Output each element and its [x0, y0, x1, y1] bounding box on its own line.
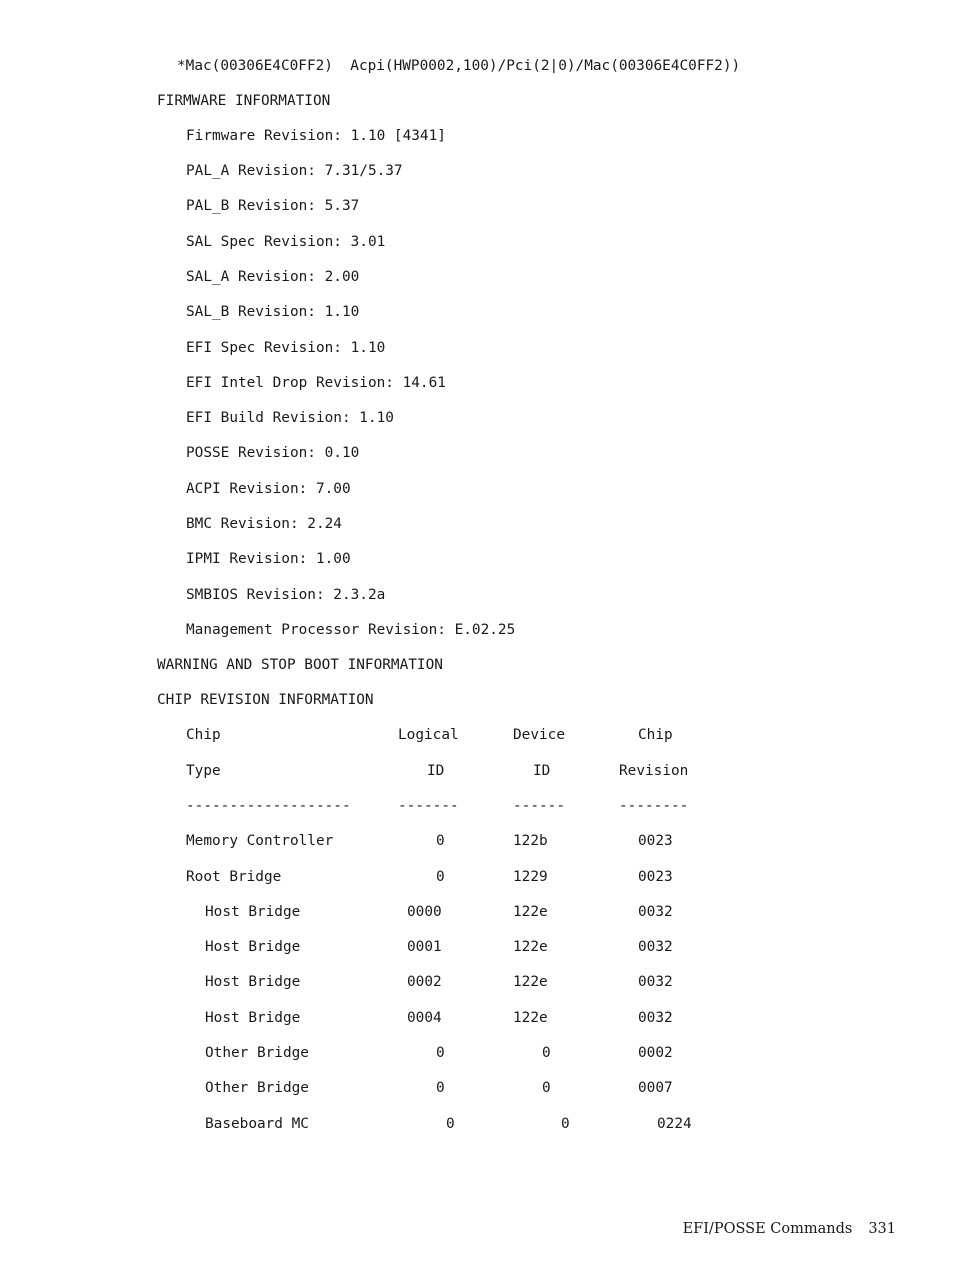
logical-id: 0: [436, 1045, 445, 1061]
logical-id: 0001: [407, 939, 442, 955]
table-row: [0, 1043, 954, 1063]
firmware-item: Management Processor Revision: E.02.25: [186, 622, 516, 638]
firmware-item: SMBIOS Revision: 2.3.2a: [186, 587, 386, 603]
firmware-item: IPMI Revision: 1.00: [186, 551, 351, 567]
firmware-item: EFI Intel Drop Revision: 14.61: [186, 375, 446, 391]
table-row: [0, 1078, 954, 1098]
device-id: 0: [542, 1045, 551, 1061]
chip-type: Host Bridge: [205, 1010, 301, 1026]
header-chip: Chip: [186, 727, 221, 743]
table-row: [0, 902, 954, 922]
page-footer: [683, 1221, 896, 1237]
device-id: 122e: [513, 939, 548, 955]
firmware-heading: FIRMWARE INFORMATION: [157, 93, 331, 109]
chip-table-separator: [0, 796, 954, 816]
header-chip-rev: Chip: [638, 727, 673, 743]
warning-heading: WARNING AND STOP BOOT INFORMATION: [157, 657, 443, 673]
header-revision: Revision: [619, 763, 689, 779]
device-id: 122e: [513, 974, 548, 990]
separator-revision: --------: [619, 798, 689, 814]
chip-revision: 0032: [638, 939, 673, 955]
chip-revision: 0224: [657, 1116, 692, 1132]
firmware-item: SAL Spec Revision: 3.01: [186, 234, 386, 250]
table-row: [0, 867, 954, 887]
firmware-item: POSSE Revision: 0.10: [186, 445, 360, 461]
chip-revision: 0032: [638, 1010, 673, 1026]
logical-id: 0: [446, 1116, 455, 1132]
chip-revision: 0023: [638, 833, 673, 849]
chip-type: Other Bridge: [205, 1045, 309, 1061]
chip-type: Host Bridge: [205, 939, 301, 955]
firmware-item: PAL_A Revision: 7.31/5.37: [186, 163, 403, 179]
logical-id: 0: [436, 1080, 445, 1096]
firmware-item: ACPI Revision: 7.00: [186, 481, 351, 497]
device-id: 0: [542, 1080, 551, 1096]
firmware-item: BMC Revision: 2.24: [186, 516, 342, 532]
chip-type: Baseboard MC: [205, 1116, 309, 1132]
chip-revision: 0023: [638, 869, 673, 885]
header-device-id: ID: [533, 763, 551, 779]
header-device: Device: [513, 727, 565, 743]
header-logical: Logical: [398, 727, 459, 743]
mac-device-path: *Mac(00306E4C0FF2) Acpi(HWP0002,100)/Pci(2|0)/Mac(00306E4C0FF2)): [177, 58, 741, 74]
separator-type: -------------------: [186, 798, 351, 814]
firmware-item: Firmware Revision: 1.10 [4341]: [186, 128, 446, 144]
chip-table-header-row: [0, 761, 954, 781]
chip-revision: 0032: [638, 974, 673, 990]
firmware-item: SAL_A Revision: 2.00: [186, 269, 360, 285]
chip-table-header-row: [0, 725, 954, 745]
device-id: 122e: [513, 904, 548, 920]
device-id: 122b: [513, 833, 548, 849]
header-logical-id: ID: [427, 763, 445, 779]
firmware-item: PAL_B Revision: 5.37: [186, 198, 360, 214]
logical-id: 0000: [407, 904, 442, 920]
logical-id: 0: [436, 869, 445, 885]
table-row: [0, 972, 954, 992]
table-row: [0, 937, 954, 957]
chip-revision: 0002: [638, 1045, 673, 1061]
footer-section-title: EFI/POSSE Commands: [682, 1221, 853, 1237]
separator-device: ------: [513, 798, 565, 814]
chip-type: Host Bridge: [205, 974, 301, 990]
chip-type: Memory Controller: [186, 833, 334, 849]
separator-logical: -------: [398, 798, 459, 814]
chip-type: Root Bridge: [186, 869, 282, 885]
device-id: 122e: [513, 1010, 548, 1026]
chip-type: Host Bridge: [205, 904, 301, 920]
device-id: 0: [561, 1116, 570, 1132]
page-number: 331: [868, 1221, 896, 1237]
logical-id: 0: [436, 833, 445, 849]
firmware-item: SAL_B Revision: 1.10: [186, 304, 360, 320]
chip-revision: 0007: [638, 1080, 673, 1096]
chip-heading: CHIP REVISION INFORMATION: [157, 692, 374, 708]
chip-revision: 0032: [638, 904, 673, 920]
device-id: 1229: [513, 869, 548, 885]
firmware-item: EFI Build Revision: 1.10: [186, 410, 394, 426]
table-row: [0, 1008, 954, 1028]
chip-type: Other Bridge: [205, 1080, 309, 1096]
table-row: [0, 831, 954, 851]
header-type: Type: [186, 763, 221, 779]
firmware-item: EFI Spec Revision: 1.10: [186, 340, 386, 356]
logical-id: 0002: [407, 974, 442, 990]
logical-id: 0004: [407, 1010, 442, 1026]
table-row: [0, 1114, 954, 1134]
